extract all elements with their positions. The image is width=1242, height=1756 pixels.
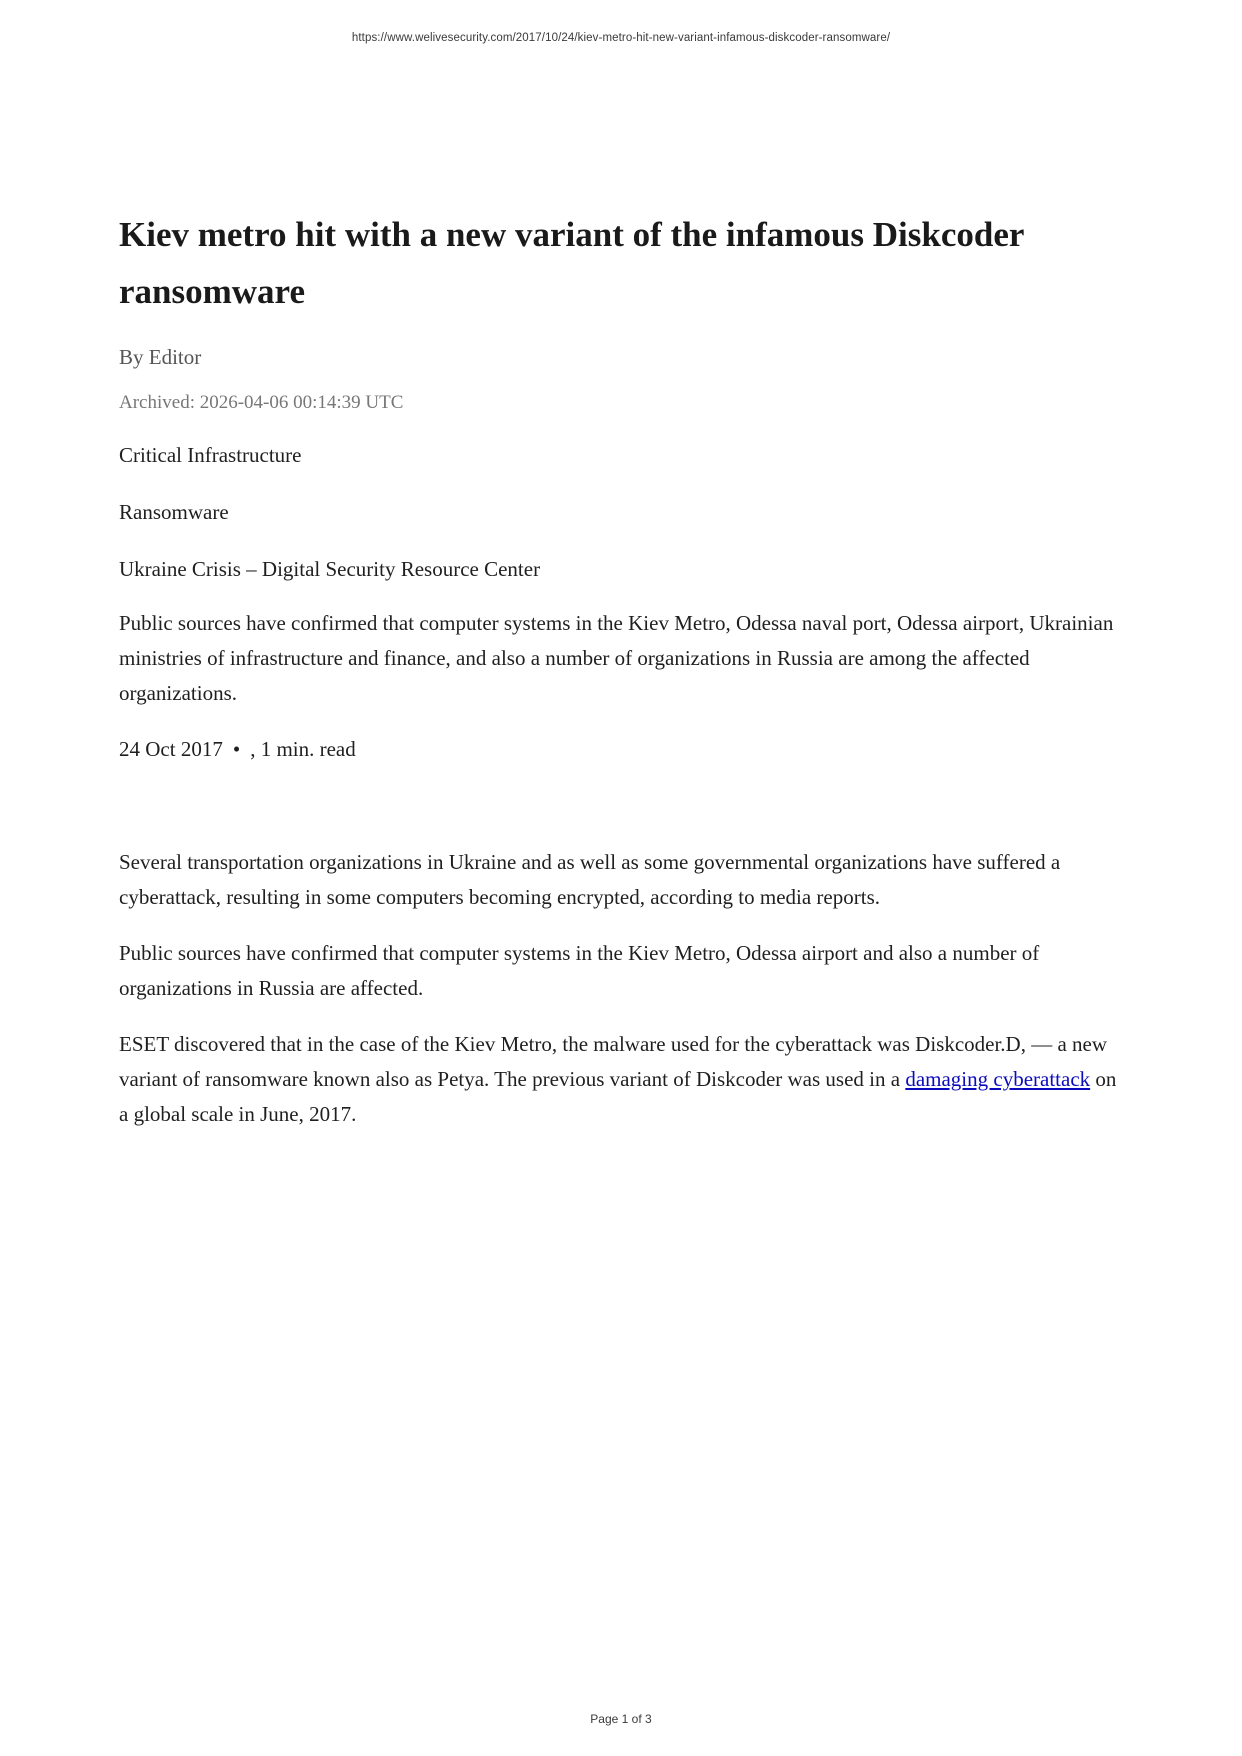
archived-timestamp: Archived: 2026-04-06 00:14:39 UTC <box>119 392 404 413</box>
article <box>119 206 1119 1132</box>
body-paragraph-3-text-before: ESET discovered that in the case of the Kiev Metro, the malware used for the cyberattack was Diskcoder.D, — a new variant of ransomware known also as Petya. The previous variant of Diskcoder was used in a <box>119 1032 1108 1091</box>
publish-date: 24 Oct 2017 <box>119 737 223 761</box>
damaging-cyberattack-link[interactable]: damaging cyberattack <box>905 1067 1091 1091</box>
page-url-header: https://www.welivesecurity.com/2017/10/24/kiev-metro-hit-new-variant-infamous-diskcoder-ransomware/ <box>351 32 891 44</box>
page-number-footer: Page 1 of 3 <box>590 1712 652 1726</box>
article-title: Kiev metro hit with a new variant of the infamous Diskcoder ransomware <box>119 215 1024 311</box>
category-ransomware: Ransomware <box>119 500 229 524</box>
category-ukraine-crisis: Ukraine Crisis – Digital Security Resource Center <box>119 557 541 581</box>
body-paragraph-2: Public sources have confirmed that computer systems in the Kiev Metro, Odessa airport and also a number of organizations in Russia are affected. <box>119 941 1040 1000</box>
body-paragraph-3-text-after: on a global scale in June, 2017. <box>119 1067 1117 1126</box>
article-lead: Public sources have confirmed that computer systems in the Kiev Metro, Odessa naval port, Odessa airport, Ukrainian ministries of infrastructure and finance, and also a number of organizations in Russia are among the affected organizations. <box>119 611 1114 705</box>
article-meta <box>119 732 1119 767</box>
meta-separator: • <box>232 737 241 761</box>
category-critical-infrastructure: Critical Infrastructure <box>119 443 302 467</box>
read-time: , 1 min. read <box>250 737 356 761</box>
body-paragraph-3 <box>119 1027 1119 1132</box>
article-byline: By Editor <box>119 345 202 369</box>
body-paragraph-1: Several transportation organizations in Ukraine and as well as some governmental organizations have suffered a cyberattack, resulting in some computers becoming encrypted, according to media reports. <box>119 850 1061 909</box>
